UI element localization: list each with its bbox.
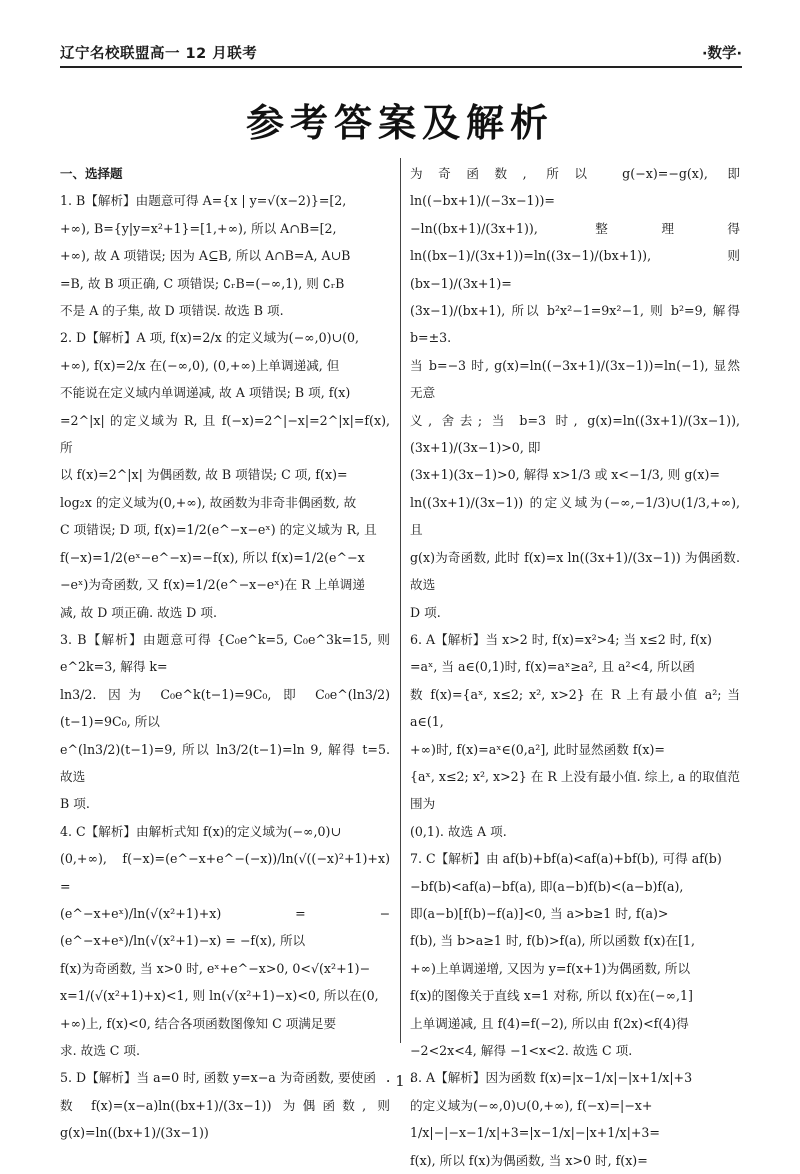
text-line: 5. D【解析】当 a=0 时, 函数 y=x−a 为奇函数, 要使函 — [60, 1070, 376, 1086]
text-line: 即(a−b)[f(b)−f(a)]<0, 当 a>b≥1 时, f(a)> — [410, 905, 669, 921]
text-line: B 项. — [60, 796, 90, 812]
text-line: =aˣ, 当 a∈(0,1)时, f(x)=aˣ≥a², 且 a²<4, 所以函 — [410, 659, 695, 675]
text-line: ln3/2. 因为 C₀e^k(t−1)=9C₀, 即 C₀e^(ln3/2)(t−1)=9C₀, 所以 — [60, 686, 390, 730]
text-line: 的定义域为(−∞,0)∪(0,+∞), f(−x)=|−x+ — [410, 1097, 653, 1113]
text-line: +∞), B={y|y=x²+1}=[1,+∞), 所以 A∩B=[2, — [60, 220, 337, 236]
text-line: +∞)时, f(x)=aˣ∈(0,a²], 此时显然函数 f(x)= — [410, 741, 665, 757]
text-line: f(x)为奇函数, 当 x>0 时, eˣ+e^−x>0, 0<√(x²+1)− — [60, 960, 371, 976]
text-line: −bf(b)<af(a)−bf(a), 即(a−b)f(b)<(a−b)f(a), — [410, 878, 684, 894]
subject-label: ·数学· — [701, 46, 742, 62]
text-line: −eˣ)为奇函数, 又 f(x)=1/2(e^−x−eˣ)在 R 上单调递 — [60, 577, 365, 593]
text-line: 数 f(x)=(x−a)ln((bx+1)/(3x−1)) 为偶函数, 则 g(x)=ln((bx+1)/(3x−1)) — [60, 1097, 390, 1141]
text-line: (0,1). 故选 A 项. — [410, 823, 507, 839]
text-line: −ln((bx+1)/(3x+1)), 整理得 ln((bx−1)/(3x+1))=ln((3x−1)/(bx+1)), 则 (bx−1)/(3x+1)= — [410, 220, 740, 291]
text-line: C 项错误; D 项, f(x)=1/2(e^−x−eˣ) 的定义域为 R, 且 — [60, 522, 377, 538]
exam-name: 辽宁名校联盟高一 12 月联考 — [60, 46, 258, 62]
column-divider — [400, 158, 401, 1043]
text-line: (0,+∞), f(−x)=(e^−x+e^−(−x))/ln(√((−x)²+1)+x) = — [60, 851, 390, 894]
text-line: f(−x)=1/2(eˣ−e^−x)=−f(x), 所以 f(x)=1/2(e^−x — [60, 549, 365, 565]
text-line: 8. A【解析】因为函数 f(x)=|x−1/x|−|x+1/x|+3 — [410, 1070, 693, 1086]
text-line: 不是 A 的子集, 故 D 项错误. 故选 B 项. — [60, 303, 284, 319]
text-line: g(x)为奇函数, 此时 f(x)=x ln((3x+1)/(3x−1)) 为偶函数. 故选 — [410, 549, 740, 593]
text-line: 减, 故 D 项正确. 故选 D 项. — [60, 604, 217, 620]
right-column-text — [410, 160, 740, 1174]
text-line: (3x−1)/(bx+1), 所以 b²x²−1=9x²−1, 则 b²=9, 解得 b=±3. — [410, 303, 740, 346]
text-line: 求. 故选 C 项. — [60, 1043, 141, 1058]
page-number: · 1 · — [385, 1072, 415, 1090]
text-line: +∞)上单调递增, 又因为 y=f(x+1)为偶函数, 所以 — [410, 960, 691, 976]
text-line: 3. B【解析】由题意可得 {C₀e^k=5, C₀e^3k=15, 则 e^2k=3, 解得 k= — [60, 631, 390, 675]
text-line: 1. B【解析】由题意可得 A={x | y=√(x−2)}=[2, — [60, 193, 347, 209]
text-line: log₂x 的定义域为(0,+∞), 故函数为非奇非偶函数, 故 — [60, 494, 357, 510]
text-line: f(x)的图像关于直线 x=1 对称, 所以 f(x)在(−∞,1] — [410, 988, 693, 1004]
text-line: ln((3x+1)/(3x−1)) 的定义域为(−∞,−1/3)∪(1/3,+∞), 且 — [410, 494, 740, 538]
text-line: +∞), 故 A 项错误; 因为 A⊆B, 所以 A∩B=A, A∪B — [60, 248, 351, 264]
text-line: +∞)上, f(x)<0, 结合各项函数图像知 C 项满足要 — [60, 1015, 337, 1031]
text-line: =2^|x| 的定义域为 R, 且 f(−x)=2^|−x|=2^|x|=f(x), 所 — [60, 412, 390, 456]
right-column — [410, 160, 740, 1174]
text-line: +∞), f(x)=2/x 在(−∞,0), (0,+∞)上单调递减, 但 — [60, 357, 340, 373]
text-line: f(b), 当 b>a≥1 时, f(b)>f(a), 所以函数 f(x)在[1, — [410, 933, 696, 949]
left-column-text — [60, 187, 390, 1146]
text-line: 当 b=−3 时, g(x)=ln((−3x+1)/(3x−1))=ln(−1), 显然无意 — [410, 357, 740, 401]
text-line: 4. C【解析】由解析式知 f(x)的定义域为(−∞,0)∪ — [60, 823, 341, 839]
text-line: D 项. — [410, 604, 441, 620]
left-column — [60, 160, 390, 1147]
text-line: 7. C【解析】由 af(b)+bf(a)<af(a)+bf(b), 可得 af(b) — [410, 851, 722, 867]
text-line: 上单调递减, 且 f(4)=f(−2), 所以由 f(2x)<f(4)得 — [410, 1015, 689, 1031]
page-title: 参考答案及解析 — [245, 101, 554, 145]
page-header — [60, 42, 742, 66]
text-line: x=1/(√(x²+1)+x)<1, 则 ln(√(x²+1)−x)<0, 所以在(0, — [60, 988, 379, 1004]
text-line: 不能说在定义域内单调递减, 故 A 项错误; B 项, f(x) — [60, 385, 351, 401]
text-line: 以 f(x)=2^|x| 为偶函数, 故 B 项错误; C 项, f(x)= — [60, 467, 348, 483]
section-heading: 一、选择题 — [60, 166, 123, 181]
text-line: =B, 故 B 项正确, C 项错误; ∁ᵣB=(−∞,1), 则 ∁ᵣB — [60, 275, 345, 291]
text-line: e^(ln3/2)(t−1)=9, 所以 ln3/2(t−1)=ln 9, 解得 t=5. 故选 — [60, 741, 390, 784]
text-line: 为奇函数, 所以 g(−x)=−g(x), 即 ln((−bx+1)/(−3x−1))= — [410, 166, 740, 209]
text-line: (e^−x+eˣ)/ln(√(x²+1)+x) = −(e^−x+eˣ)/ln(√(x²+1)−x) = −f(x), 所以 — [60, 905, 390, 949]
header-rule — [60, 66, 742, 68]
text-line: {aˣ, x≤2; x², x>2} 在 R 上没有最小值. 综上, a 的取值范围为 — [410, 768, 740, 812]
text-line: 义, 舍去; 当 b=3 时, g(x)=ln((3x+1)/(3x−1)), (3x+1)/(3x−1)>0, 即 — [410, 412, 740, 456]
text-line: (3x+1)(3x−1)>0, 解得 x>1/3 或 x<−1/3, 则 g(x)= — [410, 467, 720, 483]
text-line: 6. A【解析】当 x>2 时, f(x)=x²>4; 当 x≤2 时, f(x) — [410, 631, 712, 647]
text-line: 2. D【解析】A 项, f(x)=2/x 的定义域为(−∞,0)∪(0, — [60, 330, 360, 346]
text-line: 1/x|−|−x−1/x|+3=|x−1/x|−|x+1/x|+3= — [410, 1125, 660, 1141]
text-line: f(x), 所以 f(x)为偶函数, 当 x>0 时, f(x)= — [410, 1152, 648, 1168]
text-line: 数 f(x)={aˣ, x≤2; x², x>2} 在 R 上有最小值 a²; 当 a∈(1, — [410, 686, 740, 730]
text-line: −2<2x<4, 解得 −1<x<2. 故选 C 项. — [410, 1043, 633, 1058]
